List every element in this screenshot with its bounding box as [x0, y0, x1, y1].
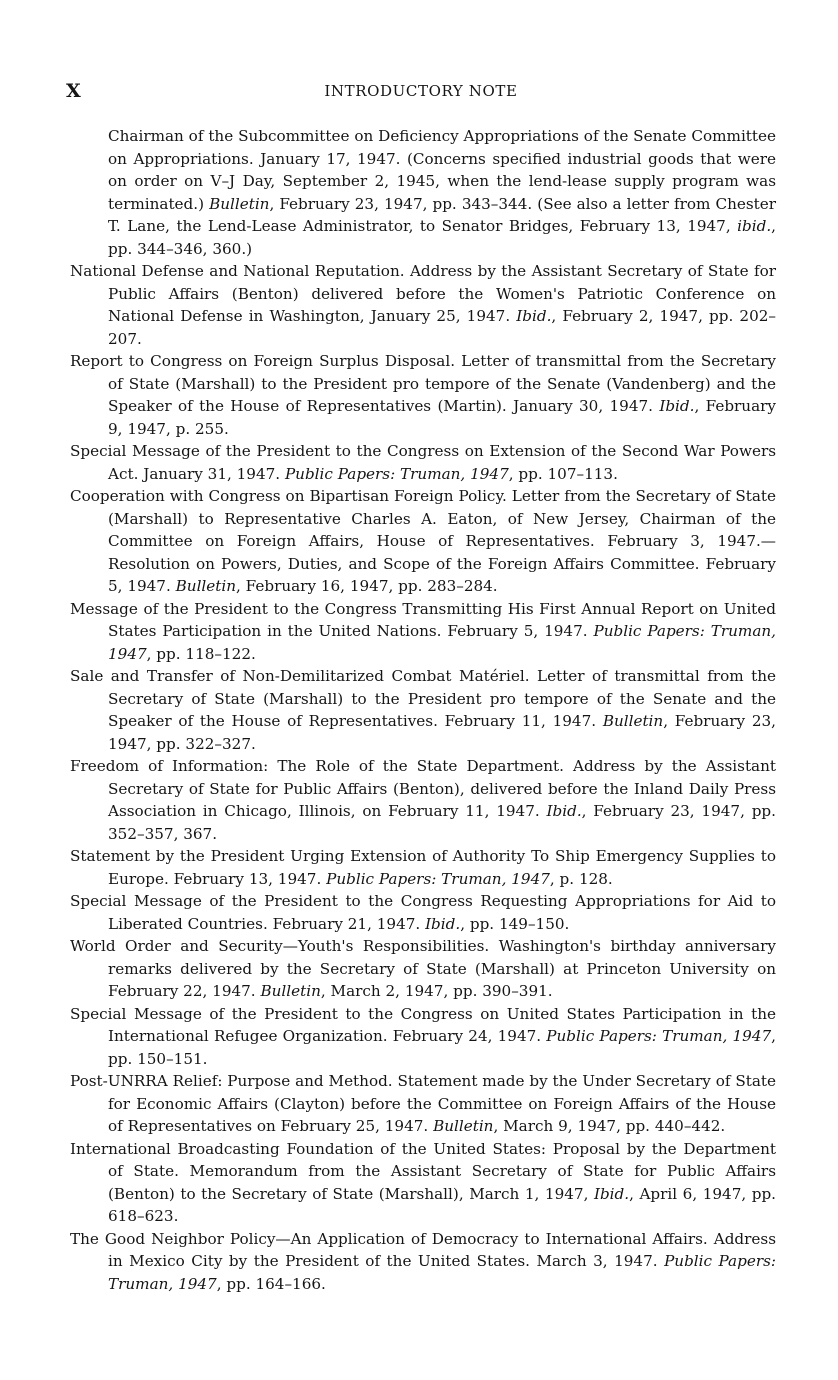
list-item: Sale and Transfer of Non-Demilitarized Combat Matériel. Letter of transmittal from the Secretary of State (Marshall) to the President pro tempore of the Senate and the Speaker of the House of Representatives. February 11, 1947. Bulletin, February 23, 1947, pp. 322–327. — [70, 667, 776, 753]
list-item: Special Message of the President to the Congress on Extension of the Second War Powers Act. January 31, 1947. Public Papers: Truman, 1947, pp. 107–113. — [70, 442, 776, 483]
list-item: Special Message of the President to the Congress Requesting Appropriations for Aid to Liberated Countries. February 21, 1947. Ibid., pp. 149–150. — [70, 892, 776, 933]
entry-list — [70, 125, 776, 1295]
running-title: INTRODUCTORY NOTE — [324, 82, 518, 100]
page-number: X — [66, 80, 81, 102]
list-item: World Order and Security—Youth's Responsibilities. Washington's birthday anniversary remarks delivered by the Secretary of State (Marshall) at Princeton University on February 22, 1947. Bulletin, March 2, 1947, pp. 390–391. — [70, 937, 776, 1000]
list-item: Cooperation with Congress on Bipartisan Foreign Policy. Letter from the Secretary of State (Marshall) to Representative Charles A. Eaton, of New Jersey, Chairman of the Committee on Foreign Affairs, House of Representatives. February 3, 1947.—Resolution on Powers, Duties, and Scope of the Foreign Affairs Committee. February 5, 1947. Bulletin, February 16, 1947, pp. 283–284. — [70, 487, 776, 595]
list-item: Report to Congress on Foreign Surplus Disposal. Letter of transmittal from the Secretary of State (Marshall) to the President pro tempore of the Senate (Vandenberg) and the Speaker of the House of Representatives (Martin). January 30, 1947. Ibid., February 9, 1947, p. 255. — [70, 352, 776, 438]
page-header — [66, 80, 776, 104]
list-item: National Defense and National Reputation. Address by the Assistant Secretary of State for Public Affairs (Benton) delivered before the Women's Patriotic Conference on National Defense in Washington, January 25, 1947. Ibid., February 2, 1947, pp. 202–207. — [70, 262, 776, 348]
list-item: Chairman of the Subcommittee on Deficiency Appropriations of the Senate Committee on Appropriations. January 17, 1947. (Concerns specified industrial goods that were on order on V–J Day, September 2, 1945, when the lend-lease supply program was terminated.) Bulletin, February 23, 1947, pp. 343–344. (See also a letter from Chester T. Lane, the Lend-Lease Administrator, to Senator Bridges, February 13, 1947, ibid., pp. 344–346, 360.) — [108, 127, 777, 258]
list-item: International Broadcasting Foundation of the United States: Proposal by the Department of State. Memorandum from the Assistant Secretary of State for Public Affairs (Benton) to the Secretary of State (Marshall), March 1, 1947, Ibid., April 6, 1947, pp. 618–623. — [70, 1139, 777, 1225]
list-item: Post-UNRRA Relief: Purpose and Method. Statement made by the Under Secretary of State for Economic Affairs (Clayton) before the Committee on Foreign Affairs of the House of Representatives on February 25, 1947. Bulletin, March 9, 1947, pp. 440–442. — [70, 1072, 776, 1135]
list-item: The Good Neighbor Policy—An Application of Democracy to International Affairs. Address in Mexico City by the President of the United States. March 3, 1947. Public Papers: Truman, 1947, pp. 164–166. — [70, 1229, 776, 1293]
list-item: Freedom of Information: The Role of the State Department. Address by the Assistant Secretary of State for Public Affairs (Benton), delivered before the Inland Daily Press Association in Chicago, Illinois, on February 11, 1947. Ibid., February 23, 1947, pp. 352–357, 367. — [70, 757, 776, 843]
list-item: Statement by the President Urging Extension of Authority To Ship Emergency Supplies to Europe. February 13, 1947. Public Papers: Truman, 1947, p. 128. — [70, 847, 776, 888]
list-item: Message of the President to the Congress Transmitting His First Annual Report on United States Participation in the United Nations. February 5, 1947. Public Papers: Truman, 1947, pp. 118–122. — [70, 599, 776, 663]
list-item: Special Message of the President to the Congress on United States Participation in the International Refugee Organization. February 24, 1947. Public Papers: Truman, 1947, pp. 150–151. — [70, 1004, 776, 1068]
